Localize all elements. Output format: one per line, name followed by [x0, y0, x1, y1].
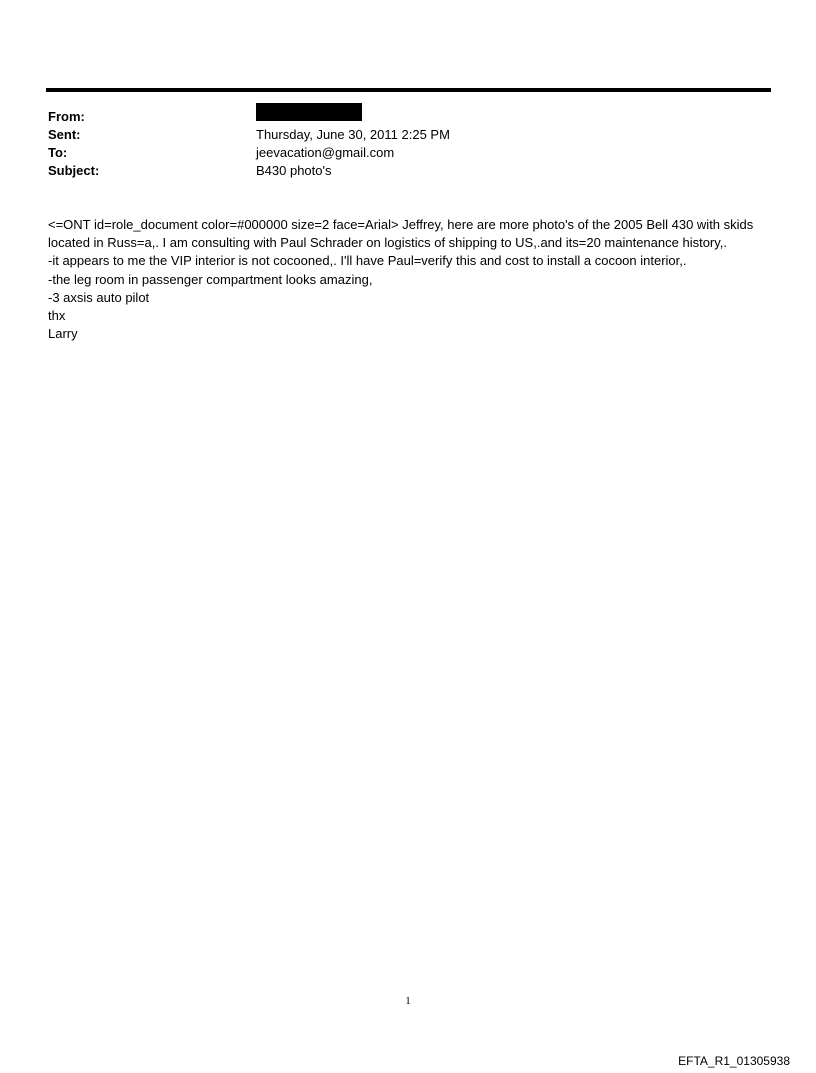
from-row	[48, 108, 768, 126]
to-value: jeevacation@gmail.com	[256, 145, 395, 160]
body-line: -the leg room in passenger compartment looks amazing,	[48, 271, 373, 287]
body-paragraph: <=ONT id=role_document color=#000000 size=2 face=Arial> Jeffrey, here are more photo's of the 2005 Bell 430 with skids located in Russ=a,. I am consulting with Paul Schrader on logistics of shipping to US,.and its=20 maintenance history,.	[48, 217, 754, 251]
email-header	[48, 108, 768, 180]
document-id: EFTA_R1_01305938	[678, 1054, 790, 1068]
sent-row	[48, 126, 768, 144]
to-row	[48, 144, 768, 162]
redaction-block	[256, 103, 362, 121]
sent-label: Sent:	[48, 127, 81, 142]
signature: Larry	[48, 326, 78, 342]
body-line: -it appears to me the VIP interior is not cocooned,. I'll have Paul=verify this and cost to install a cocoon interior,.	[48, 253, 687, 269]
subject-label: Subject:	[48, 163, 100, 178]
header-divider	[46, 88, 771, 92]
from-value	[256, 108, 768, 126]
body-line: thx	[48, 308, 66, 324]
subject-value: B430 photo's	[256, 163, 332, 178]
from-label: From:	[48, 109, 85, 124]
body-line: -3 axsis auto pilot	[48, 289, 150, 305]
to-label: To:	[48, 145, 68, 160]
sent-value: Thursday, June 30, 2011 2:25 PM	[256, 127, 450, 142]
subject-row	[48, 162, 768, 180]
email-body	[48, 216, 768, 343]
page-number: 1	[405, 995, 411, 1007]
